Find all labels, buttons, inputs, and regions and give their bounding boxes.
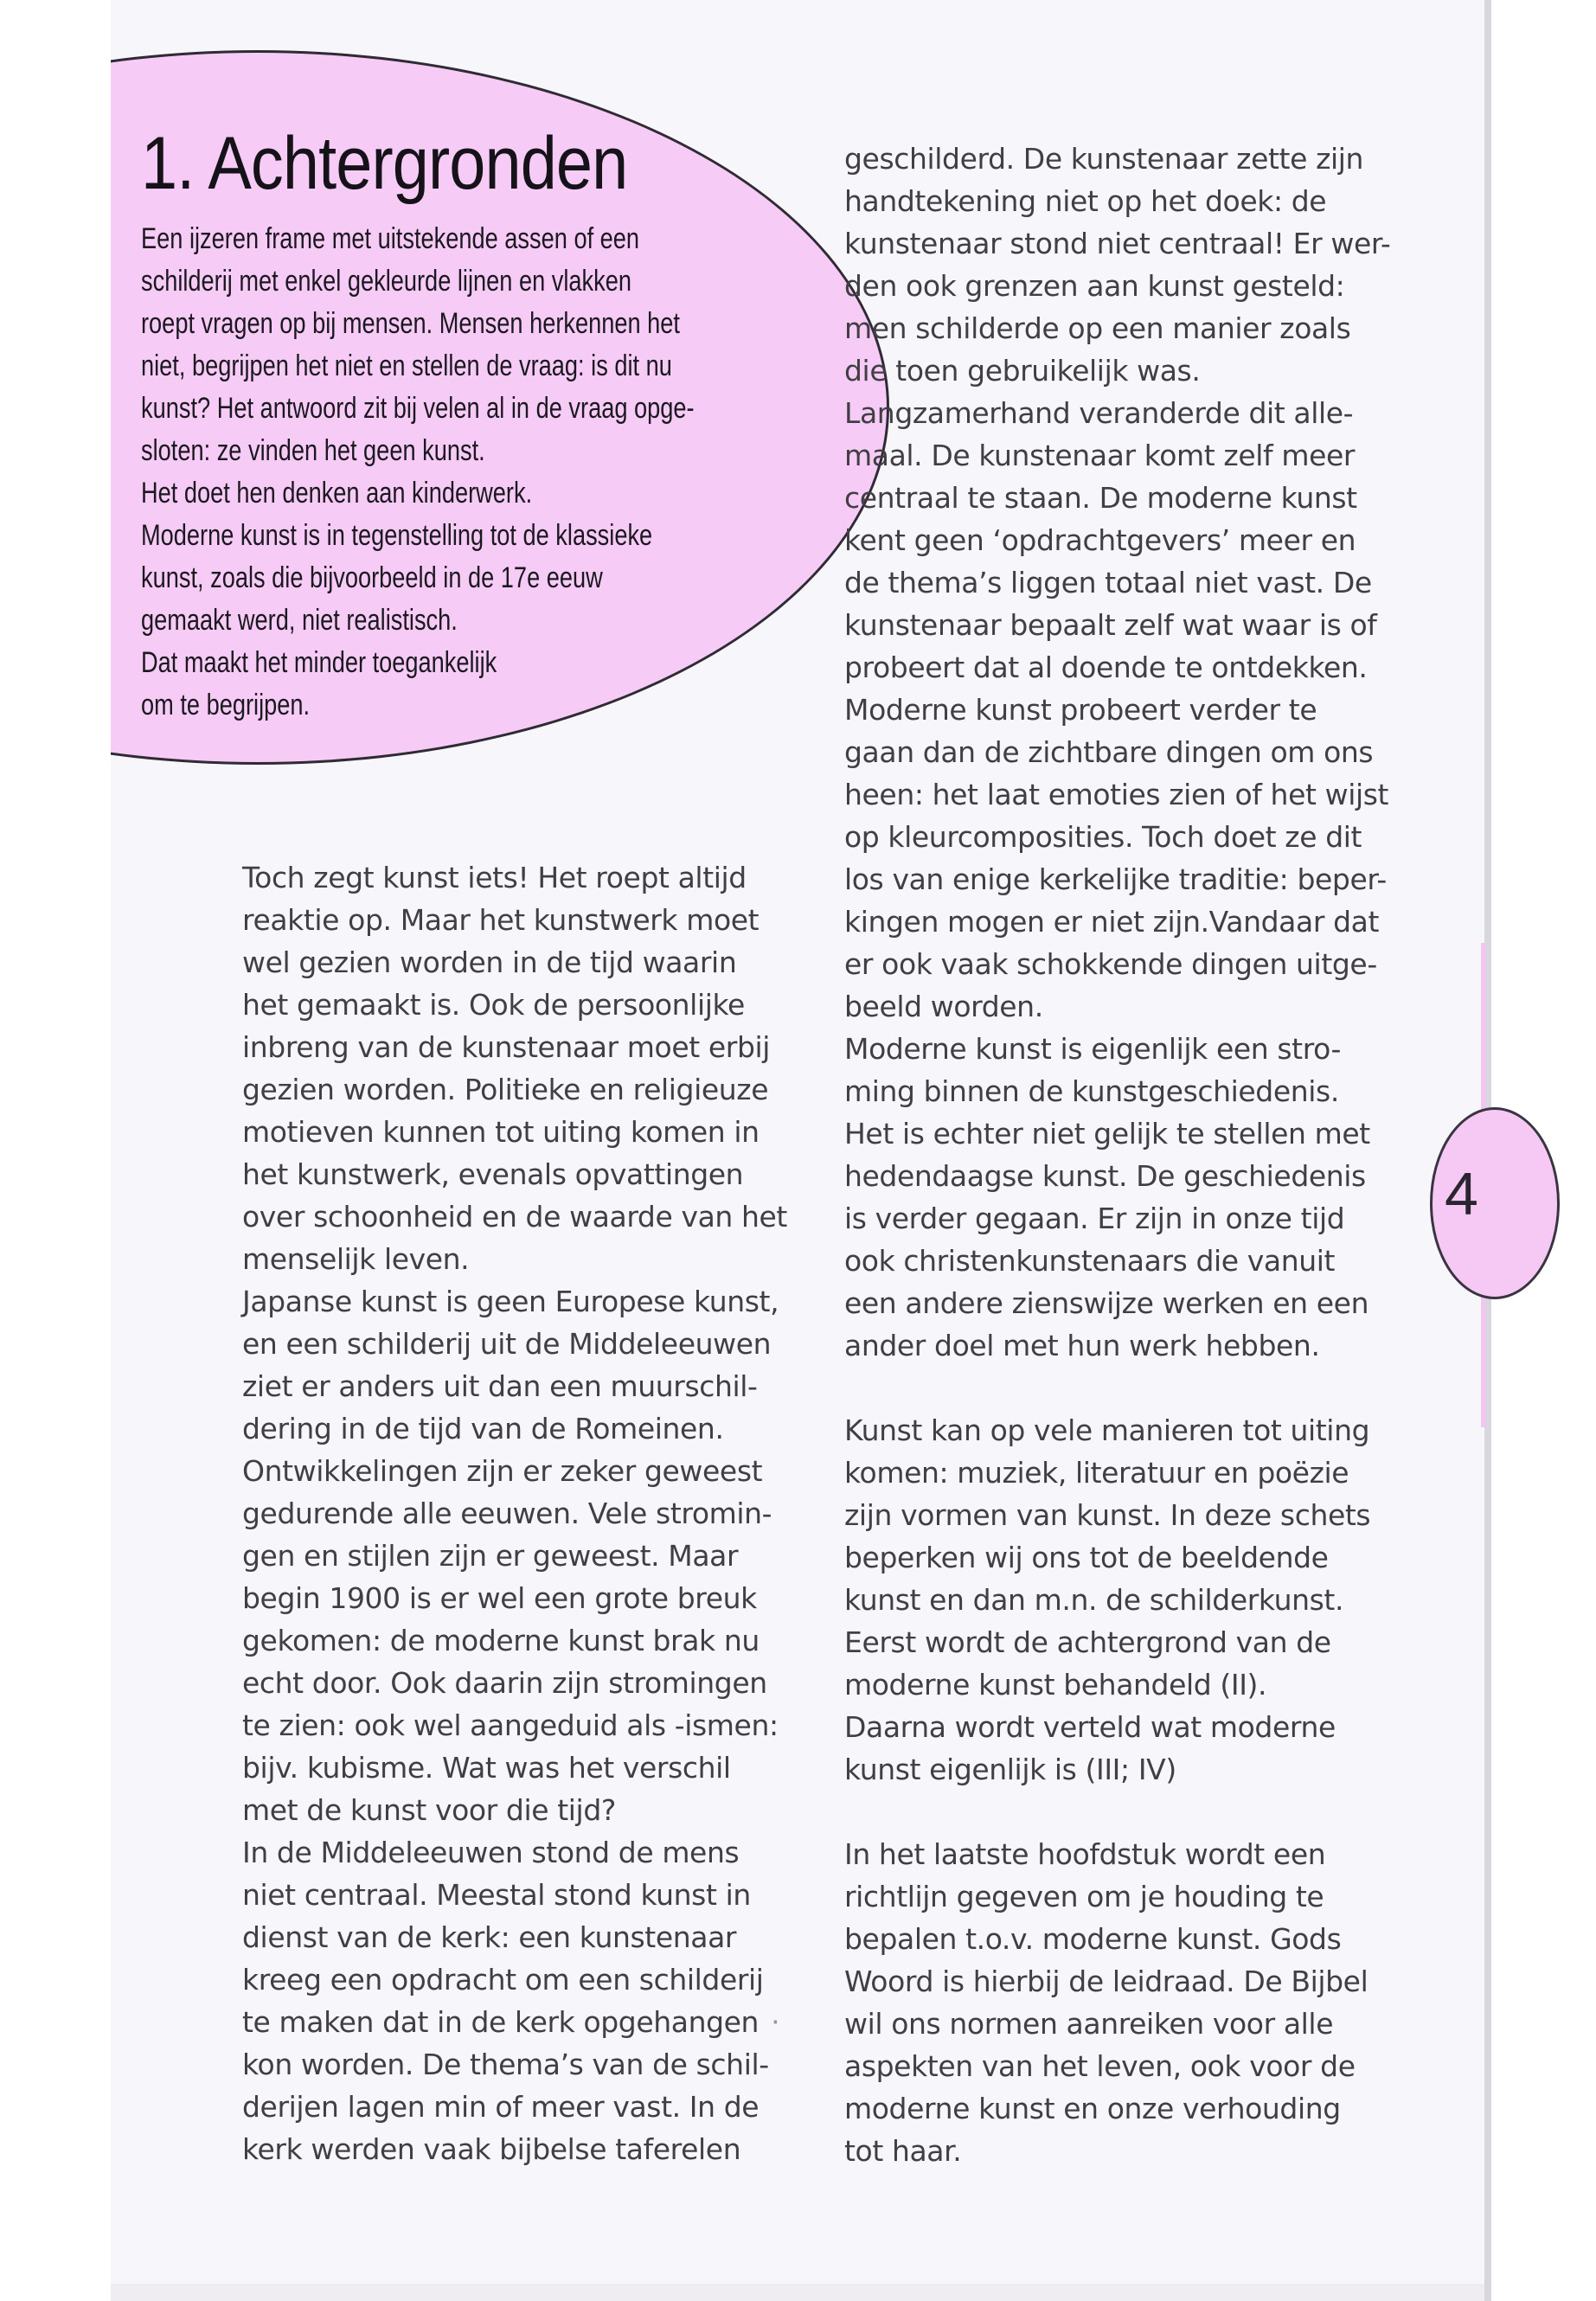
text-line: moderne kunst behandeld (II). — [844, 1668, 1267, 1702]
text-line: bepalen t.o.v. moderne kunst. Gods — [844, 1922, 1342, 1956]
text-line: met de kunst voor die tijd? — [242, 1793, 616, 1827]
text-line: Eerst wordt de achtergrond van de — [844, 1625, 1331, 1659]
text-line: Langzamerhand veranderde dit alle- — [844, 396, 1354, 430]
text-line: ming binnen de kunstgeschiedenis. — [844, 1074, 1339, 1108]
text-line: geschilderd. De kunstenaar zette zijn — [844, 142, 1364, 176]
text-line: komen: muziek, literatuur en poëzie — [844, 1456, 1349, 1490]
paragraph-gap — [844, 1367, 1484, 1409]
text-line: niet centraal. Meestal stond kunst in — [242, 1878, 751, 1912]
text-line: kent geen ‘opdrachtgevers’ meer en — [844, 523, 1356, 557]
text-line: te maken dat in de kerk opgehangen · — [242, 2005, 780, 2039]
text-line: een andere zienswijze werken en een — [844, 1286, 1369, 1320]
text-line: over schoonheid en de waarde van het — [242, 1200, 787, 1234]
text-line: probeert dat al doende te ontdekken. — [844, 651, 1368, 684]
text-line: Ontwikkelingen zijn er zeker geweest — [242, 1454, 763, 1488]
text-line: centraal te staan. De moderne kunst — [844, 481, 1357, 515]
text-line: gaan dan de zichtbare dingen om ons — [844, 735, 1374, 769]
text-line: handtekening niet op het doek: de — [844, 184, 1327, 218]
text-line: is verder gegaan. Er zijn in onze tijd — [844, 1202, 1345, 1235]
text-line: het gemaakt is. Ook de persoonlijke — [242, 988, 745, 1022]
text-line: kingen mogen er niet zijn.Vandaar dat — [844, 905, 1379, 939]
text-line: echt door. Ook daarin zijn stromingen — [242, 1666, 767, 1700]
paragraph-gap — [844, 1791, 1484, 1833]
text-line: er ook vaak schokkende dingen uitge- — [844, 947, 1377, 981]
chapter-title: 1. Achtergronden — [141, 122, 628, 205]
text-line: motieven kunnen tot uiting komen in — [242, 1115, 760, 1149]
text-line: In de Middeleeuwen stond de mens — [242, 1836, 740, 1869]
text-line: menselijk leven. — [242, 1242, 470, 1276]
text-line: gekomen: de moderne kunst brak nu — [242, 1624, 760, 1657]
text-line: sloten: ze vinden het geen kunst. — [141, 434, 485, 467]
text-line: Toch zegt kunst iets! Het roept altijd — [242, 861, 747, 894]
text-line: reaktie op. Maar het kunstwerk moet — [242, 903, 760, 937]
text-line: ziet er anders uit dan een muurschil- — [242, 1369, 758, 1403]
text-line: kreeg een opdracht om een schilderij — [242, 1963, 764, 1997]
stray-dot-mark: · — [771, 2005, 780, 2039]
text-line: kunst? Het antwoord zit bij velen al in de vraag opge- — [141, 392, 695, 425]
text-line: maal. De kunstenaar komt zelf meer — [844, 439, 1356, 472]
text-line: om te begrijpen. — [141, 689, 311, 721]
text-line: heen: het laat emoties zien of het wijst — [844, 778, 1389, 811]
text-line: ook christenkunstenaars die vanuit — [844, 1244, 1336, 1278]
text-line: Moderne kunst is in tegenstelling tot de klassieke — [141, 519, 653, 552]
book-page — [111, 0, 1484, 2301]
text-line: derijen lagen min of meer vast. In de — [242, 2090, 760, 2124]
text-line: kunst eigenlijk is (III; IV) — [844, 1753, 1176, 1786]
text-line: In het laatste hoofdstuk wordt een — [844, 1837, 1326, 1871]
text-line: gezien worden. Politieke en religieuze — [242, 1073, 769, 1106]
text-line: moderne kunst en onze verhouding — [844, 2092, 1341, 2125]
text-line: kerk werden vaak bijbelse taferelen — [242, 2132, 741, 2166]
text-line: beperken wij ons tot de beeldende — [844, 1541, 1329, 1574]
text-line: gedurende alle eeuwen. Vele stromin- — [242, 1497, 772, 1530]
text-line: wil ons normen aanreiken voor alle — [844, 2007, 1334, 2041]
text-line: men schilderde op een manier zoals — [844, 311, 1351, 345]
text-line: en een schilderij uit de Middeleeuwen — [242, 1327, 772, 1361]
text-line: die toen gebruikelijk was. — [844, 354, 1201, 388]
text-line: Japanse kunst is geen Europese kunst, — [242, 1285, 779, 1318]
intro-paragraph — [141, 218, 833, 727]
text-line: zijn vormen van kunst. In deze schets — [844, 1498, 1371, 1532]
left-text-column — [242, 856, 900, 2170]
text-line: schilderij met enkel gekleurde lijnen en vlakken — [141, 265, 631, 298]
text-line: op kleurcomposities. Toch doet ze dit — [844, 820, 1362, 854]
text-line: bijv. kubisme. Wat was het verschil — [242, 1751, 731, 1785]
text-line: los van enige kerkelijke traditie: beper- — [844, 862, 1387, 896]
text-line: roept vragen op bij mensen. Mensen herkennen het — [141, 307, 680, 340]
text-line: gemaakt werd, niet realistisch. — [141, 604, 458, 637]
text-line: ander doel met hun werk hebben. — [844, 1329, 1320, 1362]
right-text-column — [844, 138, 1484, 2172]
text-line: gen en stijlen zijn er geweest. Maar — [242, 1539, 739, 1573]
text-line: het kunstwerk, evenals opvattingen — [242, 1157, 744, 1191]
text-line: beeld worden. — [844, 990, 1043, 1023]
text-line: begin 1900 is er wel een grote breuk — [242, 1581, 757, 1615]
text-line: niet, begrijpen het niet en stellen de vraag: is dit nu — [141, 349, 672, 382]
text-line: wel gezien worden in de tijd waarin — [242, 945, 737, 979]
text-line: kunstenaar stond niet centraal! Er wer- — [844, 227, 1391, 260]
text-line: Het doet hen denken aan kinderwerk. — [141, 477, 533, 510]
text-line: aspekten van het leven, ook voor de — [844, 2049, 1356, 2083]
text-line: de thema’s liggen totaal niet vast. De — [844, 566, 1372, 599]
text-line: Moderne kunst is eigenlijk een stro- — [844, 1032, 1342, 1066]
page-bottom-edge — [111, 2284, 1484, 2301]
text-line: Het is echter niet gelijk te stellen met — [844, 1117, 1370, 1150]
text-line: te zien: ook wel aangeduid als -ismen: — [242, 1708, 779, 1742]
text-line: Daarna wordt verteld wat moderne — [844, 1710, 1336, 1744]
text-line: dering in de tijd van de Romeinen. — [242, 1412, 724, 1445]
side-tab-number: 4 — [1445, 1160, 1478, 1227]
text-line: tot haar. — [844, 2134, 962, 2168]
text-line: kon worden. De thema’s van de schil- — [242, 2048, 769, 2081]
text-line: kunstenaar bepaalt zelf wat waar is of — [844, 608, 1377, 642]
text-line: dienst van de kerk: een kunstenaar — [242, 1920, 737, 1954]
text-line: kunst, zoals die bijvoorbeeld in de 17e eeuw — [141, 561, 603, 594]
text-line: Een ijzeren frame met uitstekende assen of een — [141, 222, 640, 255]
text-line: Moderne kunst probeert verder te — [844, 693, 1317, 727]
text-line: Woord is hierbij de leidraad. De Bijbel — [844, 1965, 1368, 1998]
text-line: den ook grenzen aan kunst gesteld: — [844, 269, 1345, 303]
text-line: inbreng van de kunstenaar moet erbij — [242, 1030, 771, 1064]
text-line: hedendaagse kunst. De geschiedenis — [844, 1159, 1366, 1193]
text-line: Dat maakt het minder toegankelijk — [141, 646, 497, 679]
text-line: kunst en dan m.n. de schilderkunst. — [844, 1583, 1344, 1617]
text-line: richtlijn gegeven om je houding te — [844, 1880, 1324, 1913]
text-line: Kunst kan op vele manieren tot uiting — [844, 1413, 1370, 1447]
